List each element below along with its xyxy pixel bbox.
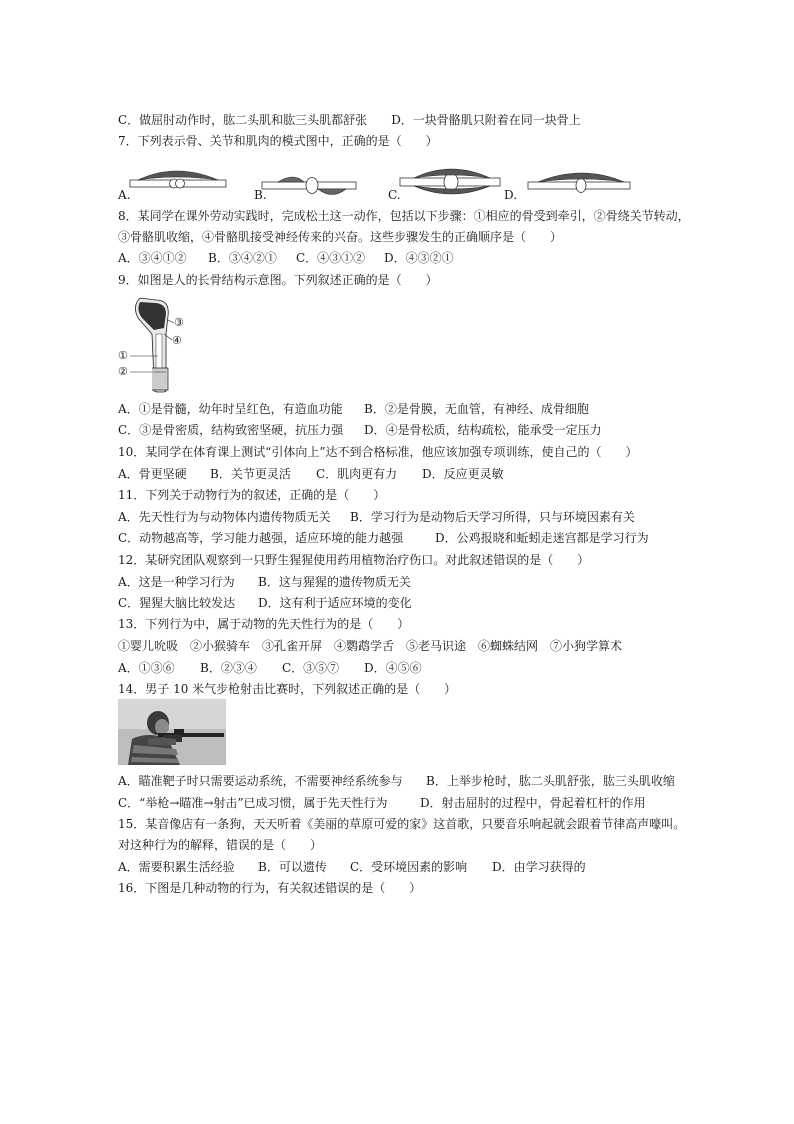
q10-option-c: C．肌肉更有力 xyxy=(316,467,398,481)
q15-option-c: C．受环境因素的影响 xyxy=(350,860,468,874)
q12-option-b: B．这与猩猩的遗传物质无关 xyxy=(258,575,411,589)
q10-options xyxy=(118,466,504,482)
q14-option-a: A．瞄准靶子时只需要运动系统，不需要神经系统参与 xyxy=(118,774,403,788)
q7-label-d: D. xyxy=(504,188,518,202)
q14-stem: 14．男子 10 米气步枪射击比赛时，下列叙述正确的是（ ） xyxy=(118,682,457,696)
q15-stem-line2: 对这种行为的解释，错误的是（ ） xyxy=(118,838,323,852)
q10-option-b: B．关节更灵活 xyxy=(210,467,291,481)
q13-options xyxy=(118,660,422,676)
q7-label-a: A. xyxy=(118,188,131,202)
q14-options-cd xyxy=(118,795,646,811)
q13-option-c: C．③⑤⑦ xyxy=(282,661,340,675)
q7-label-c: C. xyxy=(388,188,401,202)
q14-option-d: D．射击屈肘的过程中，骨起着杠杆的作用 xyxy=(420,796,646,810)
q12-options-cd xyxy=(118,595,412,611)
q16-stem: 16．下图是几种动物的行为，有关叙述错误的是（ ） xyxy=(118,881,422,895)
q12-stem: 12．某研究团队观察到一只野生猩猩使用药用植物治疗伤口。对此叙述错误的是（ ） xyxy=(118,553,590,567)
q13-option-b: B．②③④ xyxy=(200,661,257,675)
q8-stem-line2: ③骨骼肌收缩，④骨骼肌接受神经传来的兴奋。这些步骤发生的正确顺序是（ ） xyxy=(118,230,563,244)
q11-options-ab xyxy=(118,509,635,525)
q15-stem-line1: 15．某音像店有一条狗，天天听着《美丽的草原可爱的家》这首歌，只要音乐响起就会跟着节律高声嚎叫。 xyxy=(118,817,686,831)
q9-option-c: C．③是骨密质，结构致密坚硬，抗压力强 xyxy=(118,423,344,437)
q15-options xyxy=(118,859,586,875)
q6-option-d: D．一块骨骼肌只附着在同一块骨上 xyxy=(391,113,581,127)
q7-option-d-diagram xyxy=(528,173,630,193)
q15-option-d: D．由学习获得的 xyxy=(492,860,586,874)
q7-option-b-diagram xyxy=(262,177,356,195)
q11-option-d: D．公鸡报晓和蚯蚓走迷宫都是学习行为 xyxy=(435,531,649,545)
q9-marker-3: ③ xyxy=(174,316,184,329)
q10-stem: 10．某同学在体育课上测试“引体向上”达不到合格标准，他应该加强专项训练，使自己的（ ） xyxy=(118,445,638,459)
q14-options-ab xyxy=(118,773,675,789)
q13-items: ①婴儿吮吸 ②小猴骑车 ③孔雀开屏 ④鹦鹉学舌 ⑤老马识途 ⑥蜘蛛结网 ⑦小狗学算术 xyxy=(118,639,623,653)
q9-long-bone-diagram xyxy=(118,294,188,396)
q11-options-cd xyxy=(118,530,649,546)
q14-shooter-photo xyxy=(118,699,226,765)
q8-option-c: C．④③①② xyxy=(296,251,366,265)
q7-stem: 7．下列表示骨、关节和肌肉的模式图中，正确的是（ ） xyxy=(118,134,438,148)
q9-stem: 9．如图是人的长骨结构示意图。下列叙述正确的是（ ） xyxy=(118,273,438,287)
q6-option-c: C．做屈肘动作时，肱二头肌和肱三头肌都舒张 xyxy=(118,113,368,127)
q15-option-b: B．可以遗传 xyxy=(258,860,327,874)
q7-diagrams xyxy=(118,158,658,204)
q9-option-d: D．④是骨松质，结构疏松，能承受一定压力 xyxy=(364,423,602,437)
q13-option-a: A．①③⑥ xyxy=(118,661,175,675)
q9-options-cd xyxy=(118,422,602,438)
q11-stem: 11．下列关于动物行为的叙述，正确的是（ ） xyxy=(118,488,386,502)
q7-option-c-diagram xyxy=(400,169,500,194)
q8-option-b: B．③④②① xyxy=(208,251,277,265)
q9-options-ab xyxy=(118,401,589,417)
q13-option-d: D．④⑤⑥ xyxy=(364,661,422,675)
q9-marker-2: ② xyxy=(118,365,128,378)
q12-option-d: D．这有利于适应环境的变化 xyxy=(258,596,412,610)
q12-options-ab xyxy=(118,574,411,590)
q10-option-a: A．骨更坚硬 xyxy=(118,467,187,481)
q8-option-a: A．③④①② xyxy=(118,251,187,265)
q9-marker-4: ④ xyxy=(172,334,182,347)
q13-stem: 13．下列行为中，属于动物的先天性行为的是（ ） xyxy=(118,617,410,631)
q7-label-b: B. xyxy=(254,188,267,202)
q14-photo-svg xyxy=(118,699,226,765)
q9-option-b: B．②是骨膜，无血管，有神经、成骨细胞 xyxy=(364,402,589,416)
q12-option-a: A．这是一种学习行为 xyxy=(118,575,235,589)
q7-option-a-diagram xyxy=(130,171,226,188)
q6-options-cd xyxy=(118,112,581,128)
q9-marker-1: ① xyxy=(118,349,128,362)
q8-options xyxy=(118,250,454,266)
q14-option-c: C．“举枪→瞄准→射击”已成习惯，属于先天性行为 xyxy=(118,796,388,810)
q9-option-a: A．①是骨髓，幼年时呈红色，有造血功能 xyxy=(118,402,343,416)
q12-option-c: C．猩猩大脑比较发达 xyxy=(118,596,236,610)
q11-option-c: C．动物越高等，学习能力越强，适应环境的能力越强 xyxy=(118,531,404,545)
q11-option-a: A．先天性行为与动物体内遗传物质无关 xyxy=(118,510,331,524)
q11-option-b: B．学习行为是动物后天学习所得，只与环境因素有关 xyxy=(350,510,635,524)
q10-option-d: D．反应更灵敏 xyxy=(422,467,504,481)
q15-option-a: A．需要积累生活经验 xyxy=(118,860,235,874)
q14-option-b: B．上举步枪时，肱二头肌舒张，肱三头肌收缩 xyxy=(426,774,675,788)
q8-option-d: D．④③②① xyxy=(384,251,454,265)
q8-stem-line1: 8．某同学在课外劳动实践时，完成松土这一动作，包括以下步骤：①相应的骨受到牵引，②骨绕关节转动， xyxy=(118,209,690,223)
